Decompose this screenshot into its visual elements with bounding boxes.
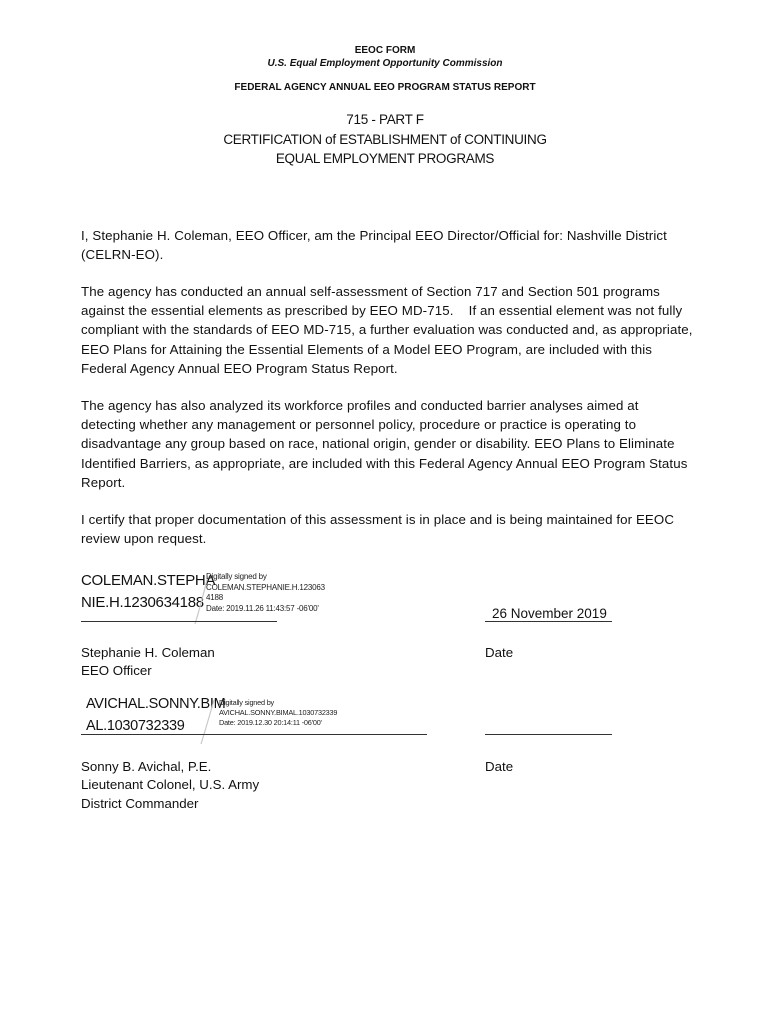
signature-name-line2: NIE.H.1230634188 — [81, 594, 204, 611]
digital-sign-date: Date: 2019.12.30 20:14:11 -06'00' — [219, 718, 322, 727]
signature-date-value: 26 November 2019 — [492, 606, 607, 621]
signer-name-avichal: Sonny B. Avichal, P.E. — [81, 759, 212, 774]
date-line-avichal — [485, 734, 612, 735]
paragraph-official-text: I, Stephanie H. Coleman, EEO Officer, am the Principal EEO Director/Official for: Nashville District (CELRN-EO). — [81, 228, 667, 263]
digital-sign-label: Digitally signed by — [206, 572, 267, 581]
paragraph-barrier-analysis — [81, 396, 693, 492]
date-line-coleman — [485, 621, 612, 622]
digital-sign-id-cont: 4188 — [206, 593, 223, 602]
digital-sign-label: Digitally signed by — [219, 698, 275, 707]
agency-name: U.S. Equal Employment Opportunity Commission — [267, 58, 503, 69]
signature-name-line1: COLEMAN.STEPHA — [81, 572, 216, 589]
title-part: 715 - PART F — [346, 112, 424, 127]
signature-line-avichal — [81, 734, 427, 735]
paragraph-self-assessment — [81, 282, 697, 378]
signature-line-coleman — [81, 621, 277, 622]
signer-title-avichal: District Commander — [81, 796, 199, 811]
digital-sign-id: AVICHAL.SONNY.BIMAL.1030732339 — [219, 708, 338, 717]
paragraph-self-assessment-text: The agency has conducted an annual self-assessment of Section 717 and Section 501 programs against the essential elements as prescribed by EEO MD-715. If an essential element was not fully compliant with the standards of EEO MD-715, a further evaluation was conducted and, as appropriate, EEO Plans for Attaining the Essential Elements of a Model EEO Program, are included with this Federal Agency Annual EEO Program Status Report. — [81, 284, 697, 376]
paragraph-official — [81, 226, 693, 264]
signer-name-coleman: Stephanie H. Coleman — [81, 645, 215, 660]
date-label-avichal: Date — [485, 759, 514, 774]
signer-rank-avichal: Lieutenant Colonel, U.S. Army — [81, 777, 260, 792]
title-certification: CERTIFICATION of ESTABLISHMENT of CONTINUING — [223, 132, 547, 147]
digital-sign-date: Date: 2019.11.26 11:43:57 -06'00' — [206, 603, 319, 613]
digital-sign-id: COLEMAN.STEPHANIE.H.123063 — [206, 582, 325, 592]
signature-flourish-icon — [198, 698, 220, 746]
paragraph-barrier-analysis-text: The agency has also analyzed its workforce profiles and conducted barrier analyses aimed at detecting whether any management or personnel policy, procedure or practice is operating to disadvantage any group based on race, national origin, gender or disability. EEO Plans to Eliminate Identified Barriers, as appropriate, are included with this Federal Agency Annual EEO Program Status Report. — [81, 398, 688, 490]
signer-title-coleman: EEO Officer — [81, 663, 152, 678]
signature-name-line1: AVICHAL.SONNY.BIM — [86, 696, 226, 712]
digital-signature-details-avichal — [219, 698, 337, 728]
paragraph-certify-text: I certify that proper documentation of this assessment is in place and is being maintained for EEOC review upon request. — [81, 512, 675, 547]
form-name: EEOC FORM — [354, 45, 416, 56]
report-name: FEDERAL AGENCY ANNUAL EEO PROGRAM STATUS REPORT — [234, 82, 536, 93]
title-programs: EQUAL EMPLOYMENT PROGRAMS — [275, 151, 495, 166]
paragraph-certify — [81, 510, 693, 548]
signature-name-line2: AL.1030732339 — [86, 718, 185, 734]
date-label-coleman: Date — [485, 645, 514, 660]
digital-signature-details-coleman — [206, 572, 325, 614]
